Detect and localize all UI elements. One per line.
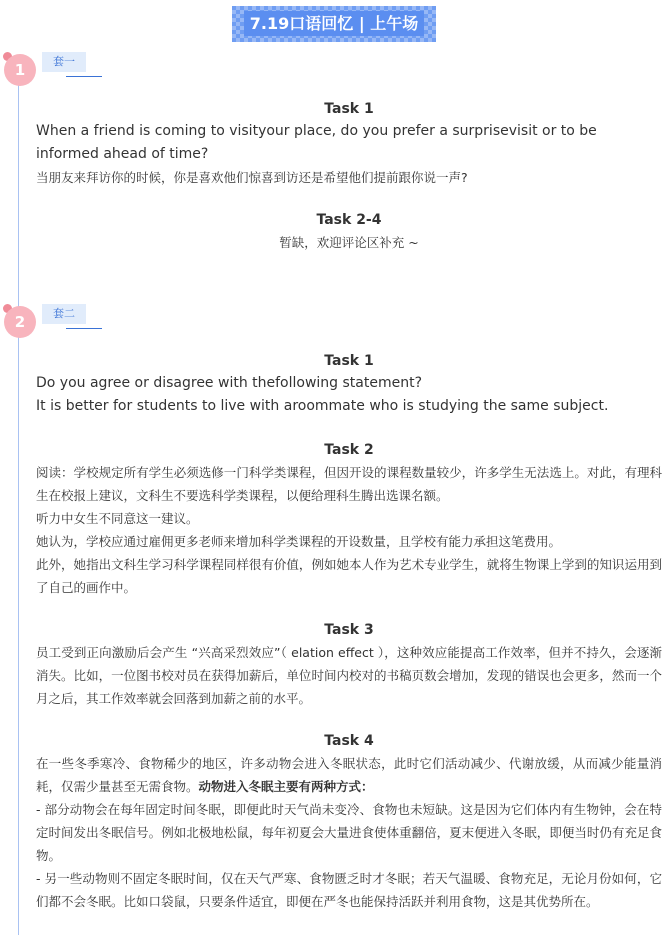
task-prompt-en: When a friend is coming to visityour place, do you prefer a surprisevisit or to be informed ahead of time? [36, 123, 597, 162]
task-body: 员工受到正向激励后会产生 “兴高采烈效应”（ elation effect ），这种效应能提高工作效率，但并不持久，会逐渐消失。比如，一位图书校对员在获得加薪后，单位时间内校对的书稿页数会增加，发现的错误也会更多，然而一个月之后，其工作效率就会回落到加薪之前的水平。 [36, 645, 662, 706]
task-body [36, 752, 662, 798]
section-2-content [36, 350, 662, 913]
tag-underline [66, 328, 102, 329]
title-banner [0, 6, 668, 42]
tag-underline [66, 76, 102, 77]
task-title: Task 2-4 [316, 212, 382, 228]
listening-point: 她认为，学校应通过雇佣更多老师来增加科学类课程的开设数量，且学校有能力承担这笔费用。 [36, 534, 562, 549]
listening-point: 此外，她指出文科生学习科学课程同样很有价值，例如她本人作为艺术专业学生，就将生物课上学到的知识运用到了自己的画作中。 [36, 557, 662, 595]
page-title: 7.19口语回忆 | 上午场 [244, 11, 424, 36]
task-title: Task 1 [324, 101, 374, 117]
task-point: - 另一些动物则不固定冬眠时间，仅在天气严寒、食物匮乏时才冬眠；若天气温暖、食物充足，无论月份如何，它们都不会冬眠。比如口袋鼠，只要条件适宜，即便在严冬也能保持活跃并利用食物，这是其优势所在。 [36, 871, 662, 909]
listening-summary: 听力中女生不同意这一建议。 [36, 511, 199, 526]
task-title: Task 4 [324, 733, 374, 749]
task-point: - 部分动物会在每年固定时间冬眠，即便此时天气尚未变冷、食物也未短缺。这是因为它们体内有生物钟，会在特定时间发出冬眠信号。例如北极地松鼠，每年初夏会大量进食使体重翻倍，夏末便进入冬眠，即便当时仍有充足食物。 [36, 802, 662, 863]
task-statement-line: It is better for students to live with aroommate who is studying the same subject. [36, 398, 609, 414]
section-1-content [36, 98, 662, 254]
task-intro-bold: 动物进入冬眠主要有两种方式： [198, 779, 374, 794]
task-prompt-zh: 当朋友来拜访你的时候，你是喜欢他们惊喜到访还是希望他们提前跟你说一声? [36, 170, 468, 185]
task-title: Task 3 [324, 622, 374, 638]
task-intro: 在一些冬季寒冷、食物稀少的地区，许多动物会进入冬眠状态，此时它们活动减少、代谢放缓，从而减少能量消耗，仅需少量甚至无需食物。 [36, 756, 662, 794]
section-number-badge: 2 [4, 306, 36, 338]
task-statement-line: Do you agree or disagree with thefollowing statement? [36, 375, 423, 391]
section-number-badge: 1 [4, 54, 36, 86]
missing-note: 暂缺，欢迎评论区补充 ~ [279, 235, 419, 250]
reading-summary: 阅读：学校规定所有学生必须选修一门科学类课程，但因开设的课程数量较少，许多学生无法选上。对此，有理科生在校报上建议，文科生不要选科学类课程，以便给理科生腾出选课名额。 [36, 465, 662, 503]
timeline-line [18, 56, 19, 935]
section-tag: 套一 [42, 52, 86, 72]
task-title: Task 1 [324, 353, 374, 369]
section-tag: 套二 [42, 304, 86, 324]
task-title: Task 2 [324, 442, 374, 458]
